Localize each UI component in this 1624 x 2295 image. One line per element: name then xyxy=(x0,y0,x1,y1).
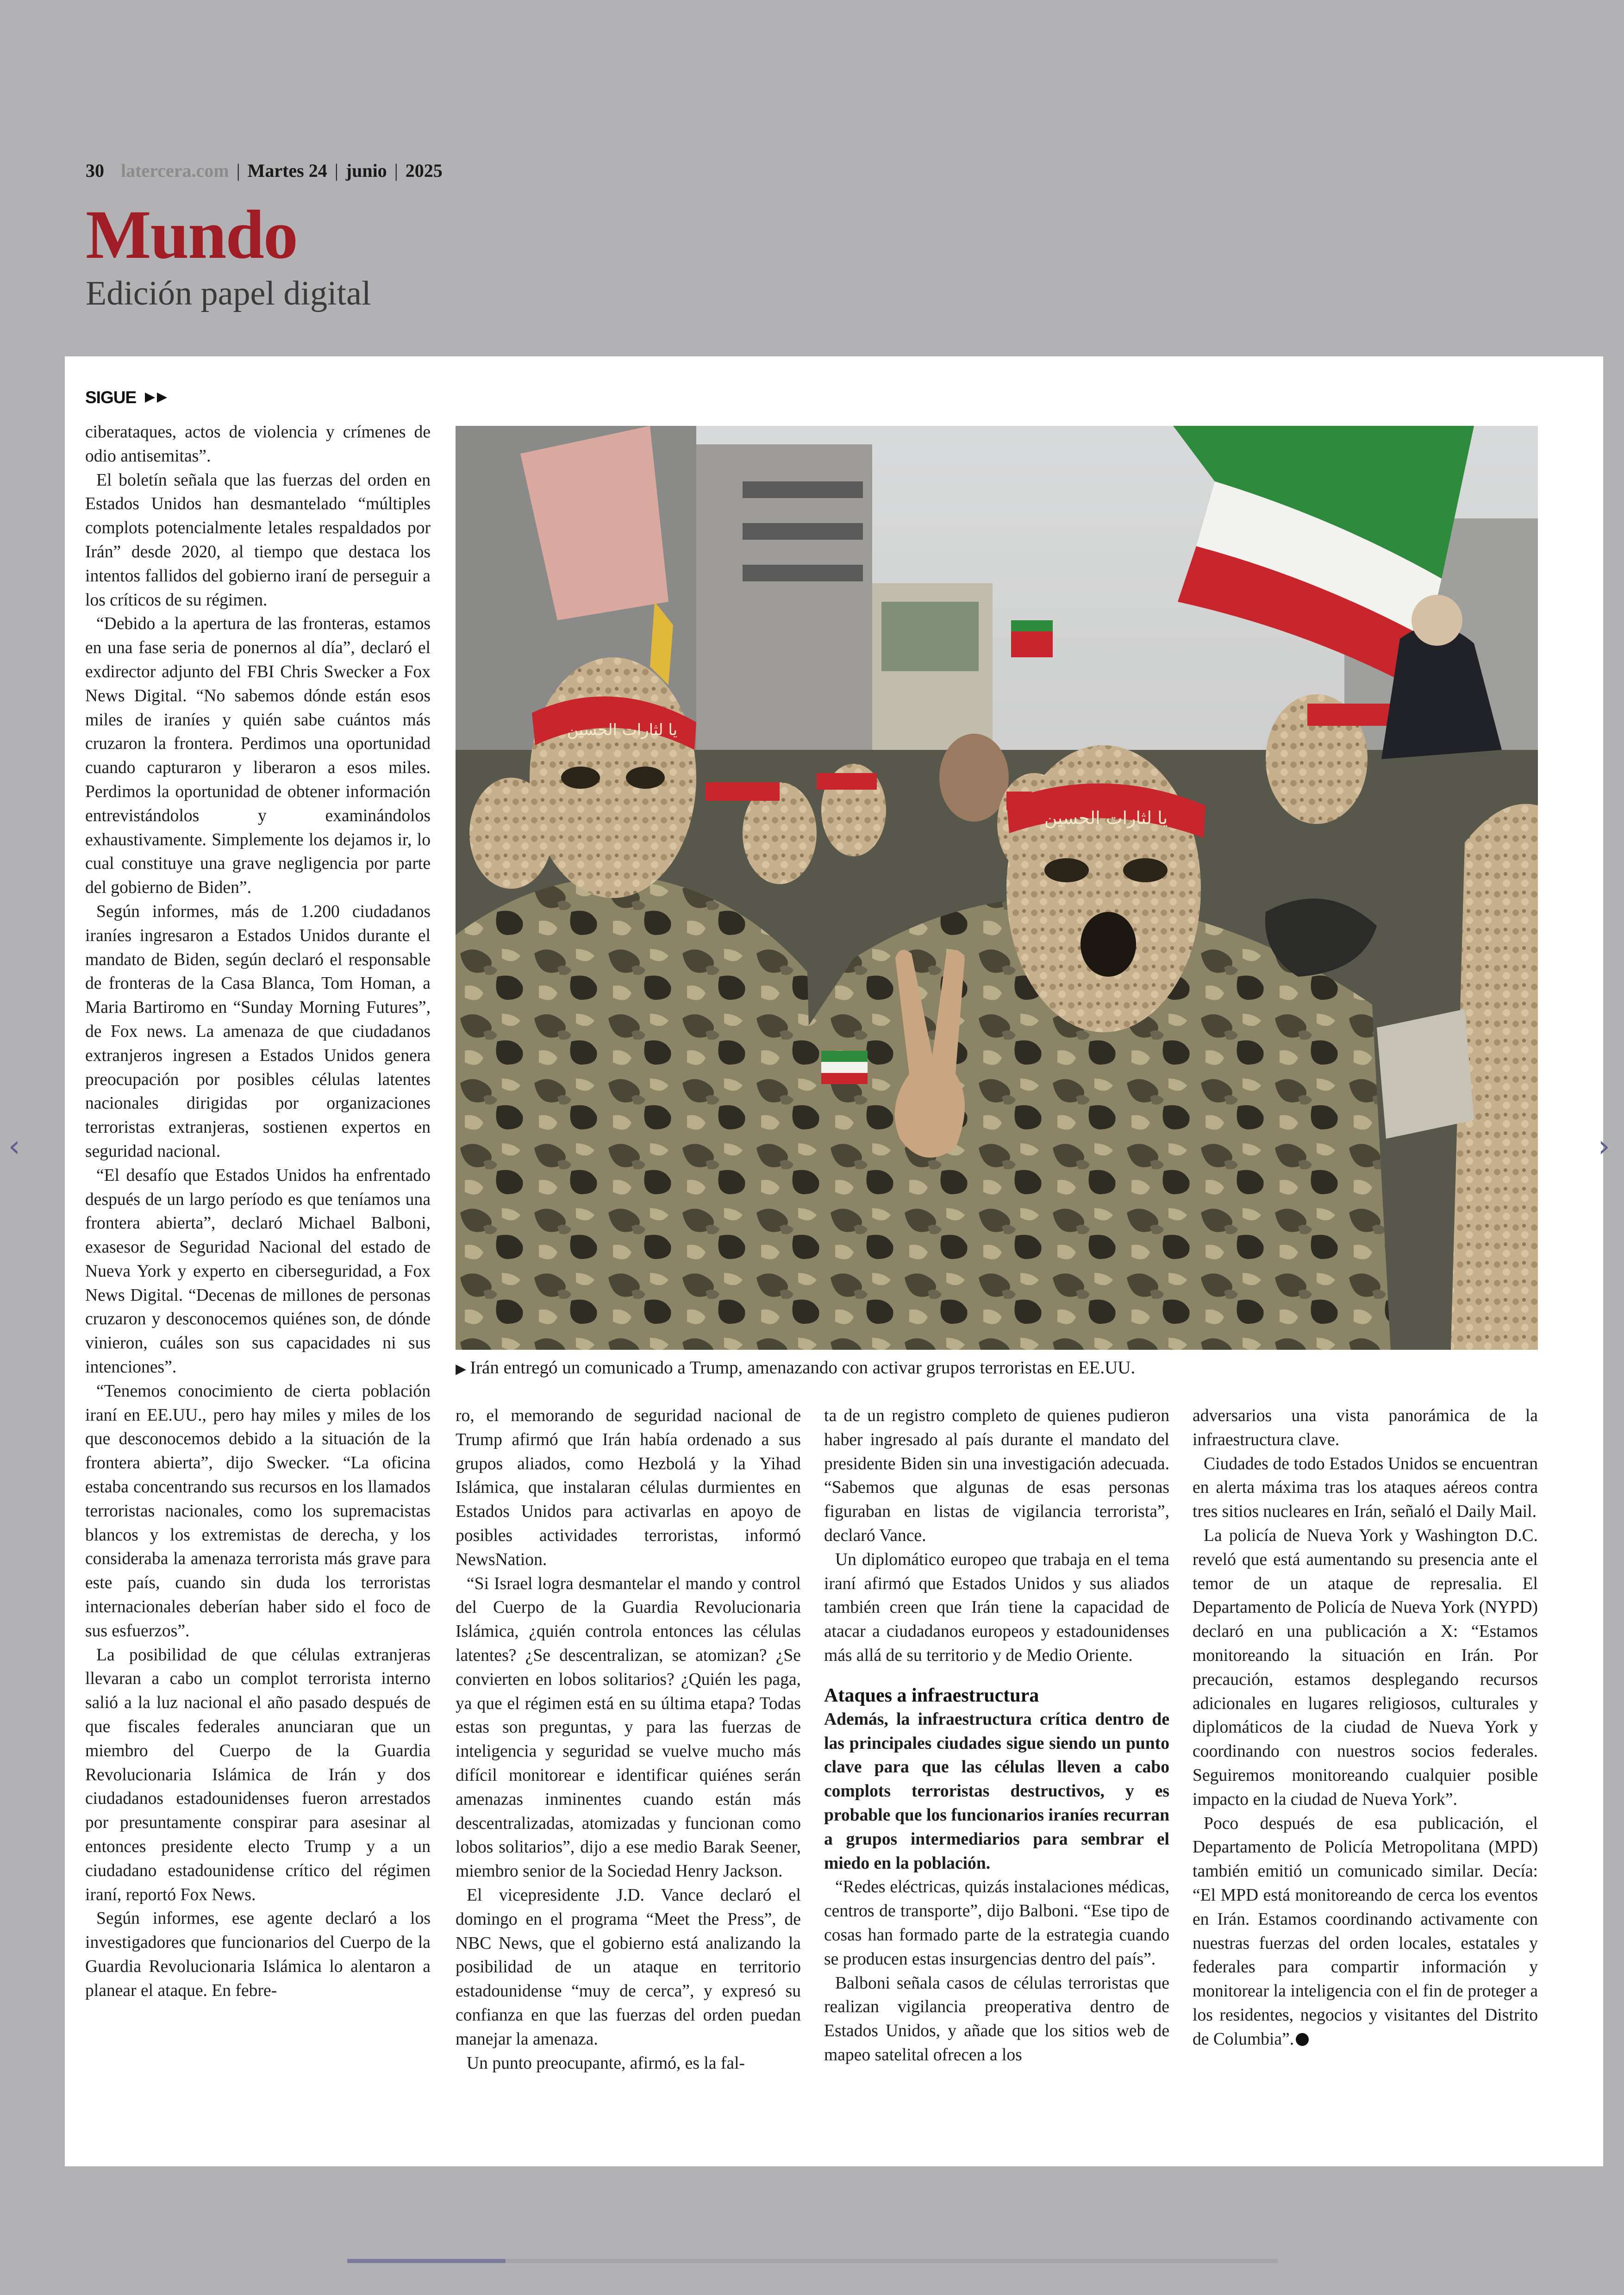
photo-caption: ▶ Irán entregó un comunicado a Trump, amenazando con activar grupos terroristas en EE.UU. xyxy=(456,1358,1136,1378)
issue-date-year: 2025 xyxy=(405,160,443,181)
paragraph: La policía de Nueva York y Washington D.C. reveló que está aumentando su presencia ante el temor de un ataque de represalia. El Departamento de Policía de Nueva York (NYPD) declaró en una publicación a X: “Estamos monitoreando la situación en Irán. Por precaución, estamos desplegando recursos adicionales en lugares religiosos, culturales y diplomáticos de la ciudad de Nueva York y coordinando con nuestros socios federales. Seguiremos monitoreando cualquier posible impacto en la ciudad de Nueva York”. xyxy=(1193,1526,1538,1809)
paragraph: “El desafío que Estados Unidos ha enfrentado después de un largo período es que teníamos una frontera abierta”, declaró Michael Balboni, exasesor de Seguridad Nacional del estado de Nueva York y experto en ciberseguridad, a Fox News Digital. “Decenas de millones de personas cruzaron y desconocemos quiénes son, de dónde vinieron, cuáles son sus capacidades ni sus intenciones”. xyxy=(85,1166,431,1377)
paragraph: Según informes, ese agente declaró a los investigadores que funcionarios del Cuerpo de la Guardia Revolucionaria Islámica lo alentaron a planear el ataque. En febre- xyxy=(85,1909,431,2000)
article-column-3 xyxy=(824,1404,1169,2067)
page-progress-scrollbar[interactable] xyxy=(347,2259,1278,2263)
previous-page-button[interactable] xyxy=(8,1129,20,1164)
svg-text:يا لثارات الحسين: يا لثارات الحسين xyxy=(1044,808,1168,828)
svg-text:يا لثارات الحسين: يا لثارات الحسين xyxy=(567,721,678,739)
paragraph: ro, el memorando de seguridad nacional de Trump afirmó que Irán había ordenado a sus grupos aliados, como Hezbolá y la Yihad Islámica, que instalaran células durmientes en Estados Unidos para activarlas en apoyo de posibles actividades terroristas, informó NewsNation. xyxy=(456,1406,801,1569)
paragraph: Balboni señala casos de células terroristas que realizan vigilancia preoperativa dentro de Estados Unidos, y añade que los sitios web de mapeo satelital ofrecen a los xyxy=(824,1973,1169,2064)
double-play-icon xyxy=(143,391,171,404)
paragraph: adversarios una vista panorámica de la infraestructura clave. xyxy=(1193,1406,1538,1449)
next-page-button[interactable] xyxy=(1598,1129,1610,1164)
paragraph: Un punto preocupante, afirmó, es la fal- xyxy=(467,2053,745,2073)
site-name: latercera.com xyxy=(121,160,229,181)
issue-date-month: junio xyxy=(345,160,387,181)
continued-label: SIGUE xyxy=(85,388,171,407)
paragraph: Un diplomático europeo que trabaja en el tema iraní afirmó que Estados Unidos y sus aliados también creen que Irán tiene la capacidad de atacar a ciudadanos europeos y estadounidenses más allá de su territorio y de Medio Oriente. xyxy=(824,1550,1169,1665)
paragraph: Según informes, más de 1.200 ciudadanos iraníes ingresaron a Estados Unidos durante el mandato de Biden, según declaró el responsable de fronteras de la Casa Blanca, Tom Homan, a Maria Bartiromo en “Sunday Morning Futures”, de Fox news. La amenaza de que ciudadanos extranjeros ingresen a Estados Unidos genera preocupación por posibles células latentes nacionales dirigidas por organizaciones terroristas extranjeras, sostienen expertos en seguridad nacional. xyxy=(85,902,431,1161)
paragraph: “Debido a la apertura de las fronteras, estamos en una fase seria de ponernos al día”, declaró el exdirector adjunto del FBI Chris Swecker a Fox News Digital. “No sabemos dónde están esos miles de iraníes y quién sabe cuántos más cruzaron la frontera. Perdimos una oportunidad cuando capturaron y liberaron a esos miles. Perdimos la oportunidad de obtener información entrevistándolos y examinándolos exhaustivamente. Simplemente los dejamos ir, lo cual constituye una grave negligencia por parte del gobierno de Biden”. xyxy=(85,614,431,898)
paragraph: ta de un registro completo de quienes pudieron haber ingresado al país durante el mandato del presidente Biden sin una investigación adecuada. “Sabemos que algunas de esas personas figuraban en listas de vigilancia terrorista”, declaró Vance. xyxy=(824,1406,1169,1545)
page-header xyxy=(86,160,443,313)
chevron-left-icon: ‹ xyxy=(8,1129,20,1164)
edition-subtitle: Edición papel digital xyxy=(86,274,371,312)
newspaper-page xyxy=(65,356,1603,2166)
play-triangle-icon: ▶ xyxy=(456,1361,467,1377)
article-column-2 xyxy=(456,1404,801,2075)
subheading: Ataques a infraestructura xyxy=(824,1684,1039,1706)
section-title: Mundo xyxy=(86,196,297,273)
paragraph: Ciudades de todo Estados Unidos se encuentran en alerta máxima tras los ataques aéreos contra tres sitios nucleares en Irán, señaló el Daily Mail. xyxy=(1193,1454,1538,1522)
chevron-right-icon: › xyxy=(1598,1129,1610,1164)
paragraph: “Tenemos conocimiento de cierta población iraní en EE.UU., pero hay miles y miles de los que desconocemos debido a la situación de la frontera abierta”, dijo Swecker. “La oficina estaba concentrando sus recursos en los llamados terroristas nacionales, como los supremacistas blancos y los extremistas de derecha, y los consideraba la amenaza terrorista más grave para este país, cuando sin duda los terroristas internacionales deberían haber sido el foco de sus esfuerzos”. xyxy=(85,1381,431,1640)
article-photo xyxy=(456,426,1538,1350)
issue-date-day: Martes 24 xyxy=(247,160,327,181)
paragraph: El boletín señala que las fuerzas del orden en Estados Unidos han desmantelado “múltiples complots potencialmente letales respaldados por Irán” desde 2020, al tiempo que destaca los intentos fallidos del gobierno iraní de perseguir a los críticos de su régimen. xyxy=(85,470,431,610)
lead-paragraph: Además, la infraestructura crítica dentro de las principales ciudades sigue siendo un punto clave para que las células lleven a cabo complots terroristas destructivos, y es probable que los funcionarios iraníes recurran a grupos intermediarios para sembrar el miedo en la población. xyxy=(824,1709,1169,1873)
page-progress-thumb[interactable] xyxy=(347,2259,506,2263)
end-of-article-bullet-icon xyxy=(1296,2033,1309,2046)
paragraph: “Si Israel logra desmantelar el mando y control del Cuerpo de la Guardia Revolucionaria Islámica, ¿quién controla entonces las células latentes? ¿Se descentralizan, se atomizan? ¿Se convierten en lobos solitarios? ¿Quién les paga, ya que el régimen está en su última etapa? Todas estas son preguntas, y para las fuerzas de inteligencia y seguridad se vuelve mucho más difícil monitorear e identificar quiénes serán amenazas inminentes cuando están más descentralizadas, atomizadas y funcionan como lobos solitarios”, dijo a ese medio Barak Seener, miembro senior de la Sociedad Henry Jackson. xyxy=(456,1574,801,1881)
article-column-1 xyxy=(85,420,431,2003)
issue-meta: 30 latercera.com | Martes 24 | junio | 2025 xyxy=(86,160,443,181)
article-column-4 xyxy=(1193,1404,1538,2052)
page-number: 30 xyxy=(86,160,104,181)
paragraph: Poco después de esa publicación, el Departamento de Policía Metropolitana (MPD) también emitió un comunicado similar. Decía: “El MPD está monitoreando de cerca los eventos en Irán. Estamos coordinando activamente con nuestras fuerzas del orden locales, estatales y federales para compartir información y monitorear la inteligencia con el fin de proteger a los residentes, negocios y visitantes del Distrito de Columbia”. xyxy=(1193,1814,1538,2049)
paragraph: La posibilidad de que células extranjeras llevaran a cabo un complot terrorista interno salió a la luz nacional el año pasado después de que fiscales federales anunciaran que un miembro del Cuerpo de la Guardia Revolucionaria Islámica de Irán y dos ciudadanos estadounidenses fueron arrestados por presuntamente conspirar para asesinar al entonces presidente electo Trump y a un ciudadano estadounidense crítico del régimen iraní, reportó Fox News. xyxy=(85,1645,431,1904)
paragraph: El vicepresidente J.D. Vance declaró el domingo en el programa “Meet the Press”, de NBC News, que el gobierno está analizando la posibilidad de un ataque en territorio estadounidense “muy de cerca”, y expresó su confianza en que las fuerzas del orden puedan manejar la amenaza. xyxy=(456,1885,801,2049)
paragraph: “Redes eléctricas, quizás instalaciones médicas, centros de transporte”, dijo Balboni. “Ese tipo de cosas han formado parte de la estrategia cuando se producen estas insurgencias dentro del país”. xyxy=(824,1877,1169,1969)
paragraph: ciberataques, actos de violencia y crímenes de odio antisemitas”. xyxy=(85,423,431,466)
protest-photo-illustration xyxy=(456,426,1538,1350)
